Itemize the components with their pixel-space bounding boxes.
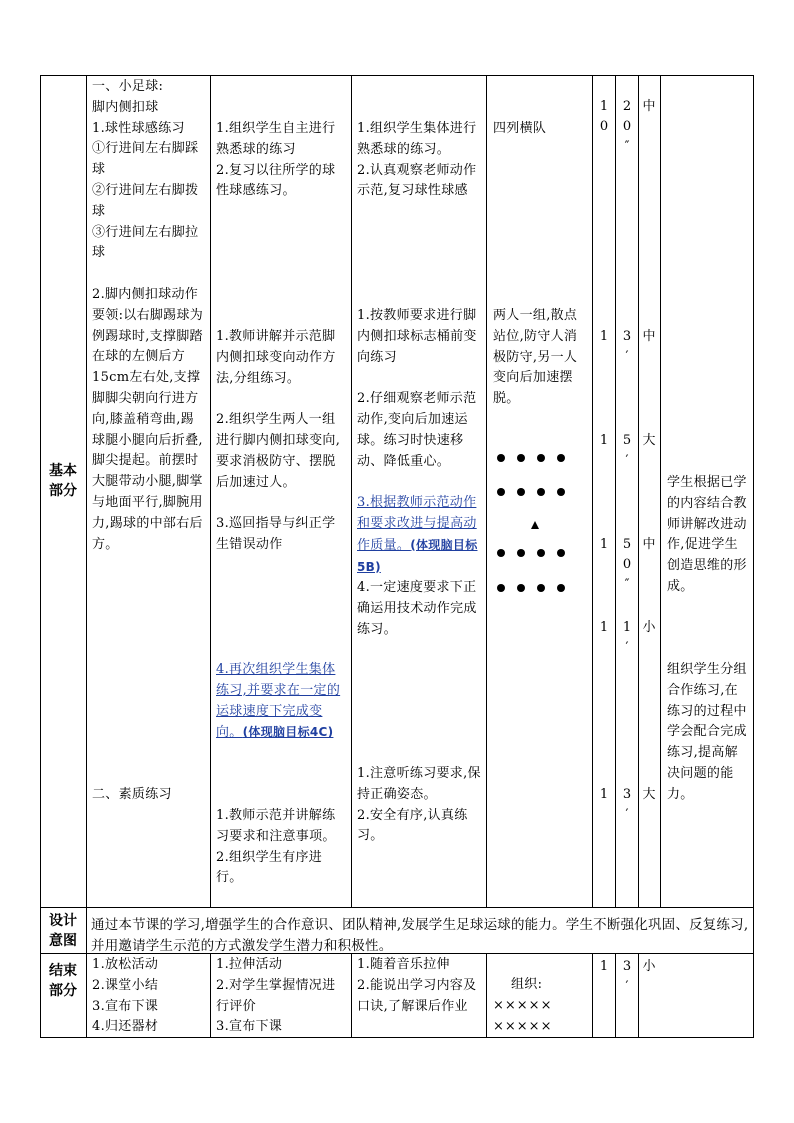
basic-student-cell-c xyxy=(357,764,481,847)
student-b2: 2.仔细观察老师示范动作,变向后加速运球。练习时快速移动、降低重心。 xyxy=(357,391,477,469)
teacher-b4-link[interactable]: 4.再次组织学生集体练习,并要求在一定的运球速度下完成变向。 xyxy=(216,662,341,741)
ending-content-3: 3.宣布下课 xyxy=(92,998,159,1014)
intensity-value: 中 xyxy=(642,537,656,552)
content-item-1c: ③行进间左右脚拉球 xyxy=(92,224,199,261)
ending-times: 1 xyxy=(599,959,609,974)
ending-student-cell xyxy=(357,955,481,1017)
ending-content-2: 2.课堂小结 xyxy=(92,977,159,993)
basic-teacher-cell-c xyxy=(216,806,346,889)
content-title-2: 脚内侧扣球 xyxy=(92,99,159,115)
intensity-value: 小 xyxy=(642,620,656,635)
table-border-left xyxy=(40,75,41,1038)
student-a2: 2.认真观察老师动作示范,复习球性球感 xyxy=(357,162,477,199)
player-dot xyxy=(537,584,545,592)
teacher-a2: 2.复习以往所学的球性球感练习。 xyxy=(216,162,336,199)
student-b4: 4.一定速度要求下正确运用技术动作完成练习。 xyxy=(357,580,477,637)
col-divider-3b xyxy=(351,953,352,1038)
player-dot xyxy=(537,549,545,557)
teacher-b4 xyxy=(216,660,346,744)
col-divider-4b xyxy=(486,953,487,1038)
player-dot xyxy=(517,454,525,462)
section-label-basic-text: 基本 部分 xyxy=(49,463,77,499)
formation-row-4 xyxy=(497,584,565,592)
org-b: 两人一组,散点站位,防守人消极防守,另一人变向后加速摆脱。 xyxy=(493,308,578,407)
times-value: 1 xyxy=(599,537,609,552)
player-dot xyxy=(517,488,525,496)
section-label-basic xyxy=(40,461,86,501)
ending-student-2: 2.能说出学习内容及口诀,了解课后作业 xyxy=(357,977,477,1014)
player-dot xyxy=(537,454,545,462)
basic-content-cell xyxy=(92,77,206,555)
teacher-a1: 1.组织学生自主进行熟悉球的练习 xyxy=(216,121,336,157)
student-b3-link[interactable]: 3.根据教师示范动作和要求改进与提高动作质量。 xyxy=(357,495,477,553)
student-c2: 2.安全有序,认真练习。 xyxy=(357,807,468,844)
ending-duration-text: 3 ′ xyxy=(622,959,632,994)
content-title-1: 一、小足球: xyxy=(92,79,164,94)
player-dot xyxy=(517,584,525,592)
table-border-right xyxy=(753,75,754,1038)
col-divider-5 xyxy=(592,75,593,908)
basic-student-cell-a xyxy=(357,119,481,202)
ending-teacher-1: 1.拉伸活动 xyxy=(216,957,283,972)
player-dot xyxy=(497,584,505,592)
org-a: 四列横队 xyxy=(493,121,547,136)
intensity-value: 大 xyxy=(642,787,656,802)
ending-org-label: 组织: xyxy=(511,977,543,992)
ending-content-cell xyxy=(92,955,206,1038)
times-value: 1 xyxy=(599,433,609,448)
duration-value: 5 0 ″ xyxy=(622,537,632,592)
student-b3-tag[interactable]: (体现脑目标5B) xyxy=(357,537,478,574)
player-dot xyxy=(557,584,565,592)
student-a1: 1.组织学生集体进行熟悉球的练习。 xyxy=(357,121,477,157)
player-dot xyxy=(517,549,525,557)
content-item-3 xyxy=(92,785,206,806)
ending-teacher-3: 3.宣布下课 xyxy=(216,1019,283,1035)
intensity-value: 大 xyxy=(642,433,656,448)
ending-intensity: 小 xyxy=(642,959,656,974)
table-border-top xyxy=(40,75,754,76)
intensity-value: 中 xyxy=(642,329,656,344)
col-divider-3 xyxy=(351,75,352,908)
basic-teacher-cell-a xyxy=(216,119,346,202)
basic-student-cell-b xyxy=(357,306,481,641)
times-value: 1 0 xyxy=(599,99,609,134)
notes-b: 组织学生分组合作练习,在练习的过程中学会配合完成练习,提高解决问题的能力。 xyxy=(667,662,747,802)
section-label-design xyxy=(40,911,86,951)
student-b3 xyxy=(357,493,481,578)
teacher-b2: 2.组织学生两人一组进行脚内侧扣球变向,要求消极防守、摆脱后加速过人。 xyxy=(216,412,341,490)
content-item-1a: ①行进间左右脚踩球 xyxy=(92,141,199,178)
times-value: 1 xyxy=(599,329,609,344)
design-intent-text: 通过本节课的学习,增强学生的合作意识、团队精神,发展学生足球运球的能力。学生不断强化巩固、反复练习,并用邀请学生示范的方式激发学生潜力和积极性。 xyxy=(91,917,749,954)
ending-org-cell xyxy=(493,975,589,1037)
lesson-plan-table xyxy=(40,75,754,1038)
player-dot xyxy=(497,454,505,462)
basic-teacher-cell-b4 xyxy=(216,660,346,744)
table-divider-basic xyxy=(40,907,754,908)
col-divider-7 xyxy=(638,75,639,908)
org-cell-a xyxy=(493,119,589,140)
ending-duration xyxy=(616,957,638,997)
col-divider-4 xyxy=(486,75,487,908)
col-divider-5b xyxy=(592,953,593,1038)
player-dot xyxy=(497,488,505,496)
ending-org-row-2: ××××× xyxy=(493,1018,553,1034)
notes-cell-b xyxy=(667,660,749,806)
ending-org-row-1: ××××× xyxy=(493,997,553,1013)
section-label-design-text: 设计 意图 xyxy=(49,913,77,949)
formation-row-2 xyxy=(497,488,565,496)
times-value: 1 xyxy=(599,787,609,802)
content-item-3-text: 二、素质练习 xyxy=(92,787,172,802)
content-item-2: 2.脚内侧扣球动作要领:以右脚踢球为例踢球时,支撑脚踏在球的左侧后方15cm左右处,支撑脚脚尖朝向行进方向,膝盖稍弯曲,踢球腿小腿向后折叠,脚尖提起。前摆时大腿带动小腿,脚掌与地面平行,脚腕用力,踢球的中部右后方。 xyxy=(92,286,204,552)
player-dot xyxy=(557,549,565,557)
teacher-b4-tag[interactable]: (体现脑目标4C) xyxy=(242,725,334,740)
student-b1: 1.按教师要求进行脚内侧扣球标志桶前变向练习 xyxy=(357,308,477,365)
cone-triangle-icon xyxy=(531,521,539,529)
ending-content-1: 1.放松活动 xyxy=(92,957,159,972)
player-dot xyxy=(497,549,505,557)
col-divider-8 xyxy=(660,75,661,908)
player-dot xyxy=(537,488,545,496)
duration-value: 2 0 ″ xyxy=(622,99,632,154)
col-divider-6 xyxy=(615,75,616,908)
col-divider-1 xyxy=(86,75,87,1038)
player-dot xyxy=(557,488,565,496)
notes-cell-a xyxy=(667,473,749,598)
student-c1: 1.注意听练习要求,保持正确姿态。 xyxy=(357,766,481,802)
ending-student-1: 1.随着音乐拉伸 xyxy=(357,957,450,972)
teacher-c2: 2.组织学生有序进行。 xyxy=(216,849,323,886)
ending-teacher-cell xyxy=(216,955,346,1038)
content-item-1: 1.球性球感练习 xyxy=(92,120,185,136)
section-label-ending-text: 结束 部分 xyxy=(49,963,77,999)
player-dot xyxy=(557,454,565,462)
teacher-b3: 3.巡回指导与纠正学生错误动作 xyxy=(216,516,336,552)
content-item-1b: ②行进间左右脚拨球 xyxy=(92,182,199,219)
duration-value: 5 ′ xyxy=(622,433,632,468)
duration-value: 1 ′ xyxy=(622,620,632,655)
basic-teacher-cell-b xyxy=(216,327,346,556)
notes-a: 学生根据已学的内容结合教师讲解改进动作,促进学生创造思维的形成。 xyxy=(667,475,747,594)
org-cell-b xyxy=(493,306,589,410)
ending-teacher-2: 2.对学生掌握情况进行评价 xyxy=(216,977,336,1014)
formation-row-3 xyxy=(497,549,565,557)
section-label-ending xyxy=(40,961,86,1001)
intensity-value: 中 xyxy=(642,99,656,114)
teacher-b1: 1.教师讲解并示范脚内侧扣球变向动作方法,分组练习。 xyxy=(216,329,336,386)
ending-content-4: 4.归还器材 xyxy=(92,1019,159,1035)
formation-row-1 xyxy=(497,454,565,462)
teacher-c1: 1.教师示范并讲解练习要求和注意事项。 xyxy=(216,808,336,844)
duration-value: 3 ′ xyxy=(622,787,632,822)
col-divider-2b xyxy=(210,953,211,1038)
col-divider-2 xyxy=(210,75,211,908)
duration-value: 3 ′ xyxy=(622,329,632,364)
times-value: 1 xyxy=(599,620,609,635)
